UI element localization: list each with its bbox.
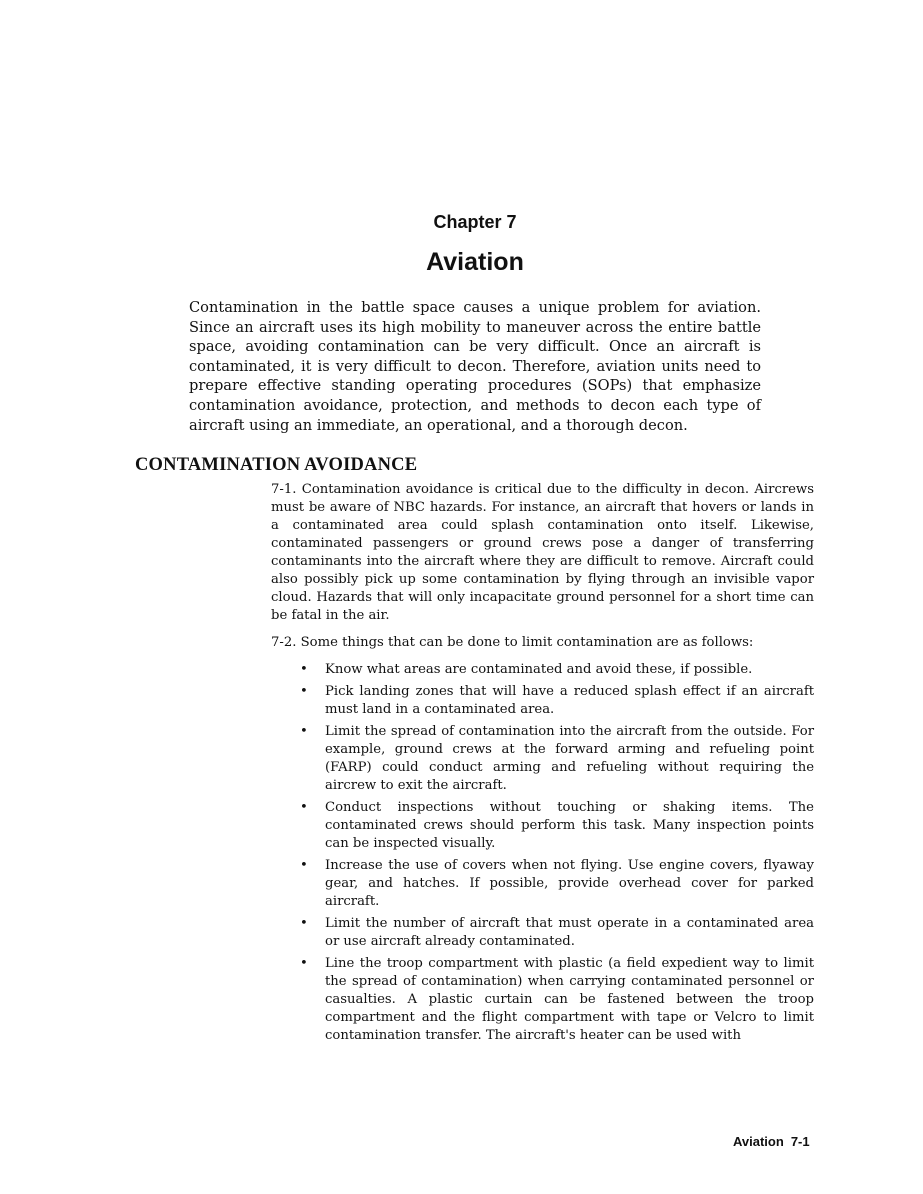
list-item [271,799,814,853]
chapter-label: Chapter 7 [433,212,517,232]
footer-label: Aviation [733,1134,784,1149]
bullet-icon: • [300,956,308,971]
chapter-title: Aviation [426,248,524,276]
list-item-text: Pick landing zones that will have a reduced splash effect if an aircraft must land in a contaminated area. [325,684,814,717]
list-item [271,661,814,679]
section-body [271,481,814,1049]
list-item [271,723,814,795]
bullet-icon: • [300,800,308,815]
bullet-icon: • [300,684,308,699]
bullet-list [271,661,814,1045]
page-number: 7-1 [790,1134,810,1149]
bullet-icon: • [300,916,308,931]
list-item-text: Conduct inspections without touching or shaking items. The contaminated crews should perform this task. Many inspection points can be inspected visually. [325,800,814,851]
paragraph-7-1: 7-1. Contamination avoidance is critical due to the difficulty in decon. Aircrews must be aware of NBC hazards. For instance, an aircraft that hovers or lands in a contaminated area could splash contamination onto itself. Likewise, contaminated passengers or ground crews pose a danger of transferring contaminants into the aircraft where they are difficult to remove. Aircraft could also possibly pick up some contamination by flying through an invisible vapor cloud. Hazards that will only incapacitate ground personnel for a short time can be fatal in the air. [271,482,814,623]
section-heading: CONTAMINATION AVOIDANCE [135,455,418,475]
list-item-text: Limit the number of aircraft that must operate in a contaminated area or use aircraft already contaminated. [325,916,814,949]
list-item [271,915,814,951]
bullet-icon: • [300,858,308,873]
paragraph-7-2: 7-2. Some things that can be done to limit contamination are as follows: [271,635,754,650]
bullet-icon: • [300,724,308,739]
list-item-text: Limit the spread of contamination into the aircraft from the outside. For example, ground crews at the forward arming and refueling point (FARP) could conduct arming and refueling without requiring the aircrew to exit the aircraft. [325,724,814,793]
list-item [271,857,814,911]
list-item-text: Know what areas are contaminated and avoid these, if possible. [325,662,753,677]
list-item [271,955,814,1045]
list-item [271,683,814,719]
page-footer [733,1134,810,1149]
intro-paragraph: Contamination in the battle space causes a unique problem for aviation. Since an aircraft uses its high mobility to maneuver across the entire battle space, avoiding contamination can be very difficult. Once an aircraft is contaminated, it is very difficult to decon. Therefore, aviation units need to prepare effective standing operating procedures (SOPs) that emphasize contamination avoidance, protection, and methods to decon each type of aircraft using an immediate, an operational, and a thorough decon. [189,299,761,434]
bullet-icon: • [300,662,308,677]
list-item-text: Line the troop compartment with plastic (a field expedient way to limit the spread of contamination) when carrying contaminated personnel or casualties. A plastic curtain can be fastened between the troop compartment and the flight compartment with tape or Velcro to limit contamination transfer. The aircraft's heater can be used with [325,956,814,1043]
list-item-text: Increase the use of covers when not flying. Use engine covers, flyaway gear, and hatches. If possible, provide overhead cover for parked aircraft. [325,858,814,909]
